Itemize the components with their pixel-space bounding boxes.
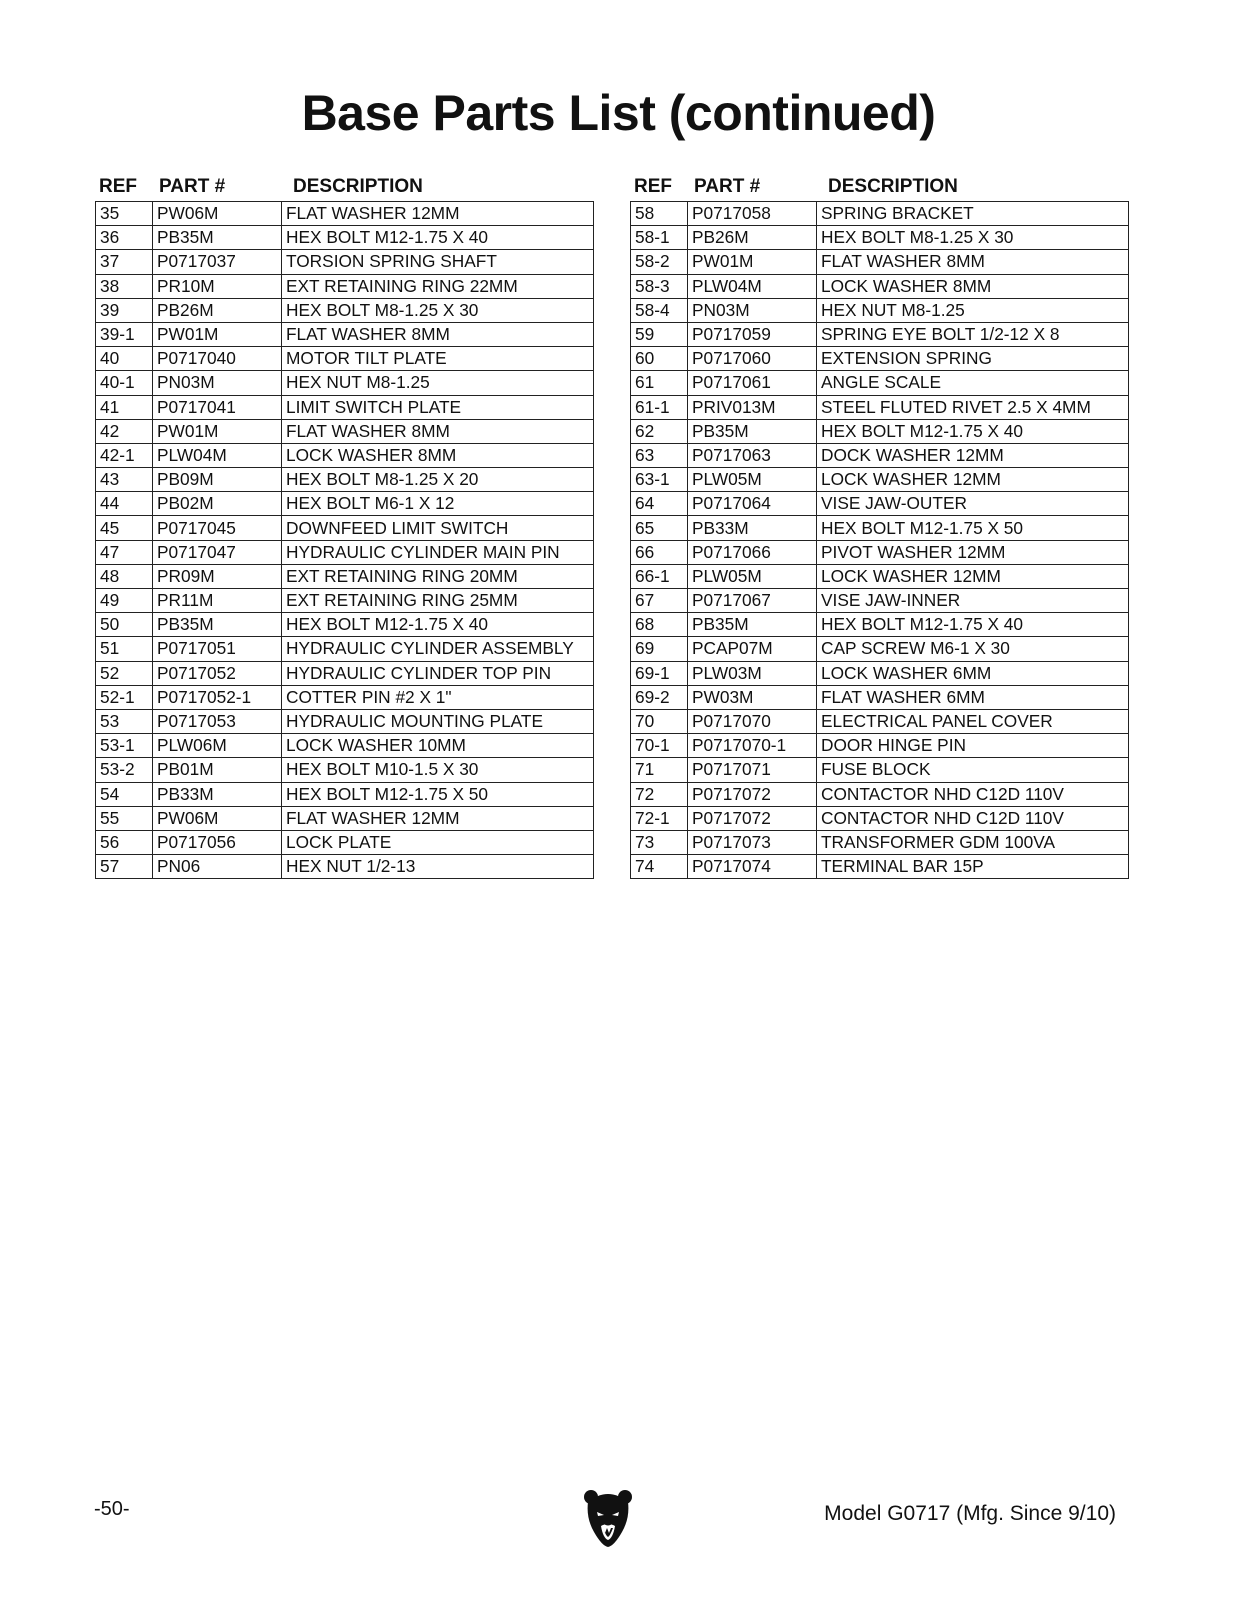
table-row — [631, 371, 1129, 395]
table-row — [631, 613, 1129, 637]
table-row — [631, 806, 1129, 830]
part-number-cell: PW01M — [153, 322, 282, 346]
ref-cell: 39 — [96, 298, 153, 322]
ref-cell: 58-1 — [631, 226, 688, 250]
table-row — [96, 371, 594, 395]
part-number-cell: PLW05M — [688, 468, 817, 492]
ref-cell: 43 — [96, 468, 153, 492]
part-number-cell: PLW04M — [153, 443, 282, 467]
description-cell: DOWNFEED LIMIT SWITCH — [282, 516, 594, 540]
part-number-cell: PLW06M — [153, 734, 282, 758]
table-row — [96, 419, 594, 443]
ref-cell: 66-1 — [631, 564, 688, 588]
part-number-cell: P0717041 — [153, 395, 282, 419]
table-row — [631, 274, 1129, 298]
part-number-cell: PB01M — [153, 758, 282, 782]
table-row — [96, 758, 594, 782]
table-row — [631, 637, 1129, 661]
ref-cell: 60 — [631, 347, 688, 371]
description-cell: LOCK WASHER 12MM — [817, 468, 1129, 492]
table-row — [96, 637, 594, 661]
table-header — [630, 170, 1129, 201]
ref-cell: 48 — [96, 564, 153, 588]
description-cell: FLAT WASHER 8MM — [282, 419, 594, 443]
table-row — [631, 782, 1129, 806]
ref-cell: 35 — [96, 202, 153, 226]
ref-cell: 55 — [96, 806, 153, 830]
part-number-cell: P0717063 — [688, 443, 817, 467]
ref-cell: 54 — [96, 782, 153, 806]
table-row — [631, 709, 1129, 733]
part-number-cell: PW01M — [688, 250, 817, 274]
ref-cell: 64 — [631, 492, 688, 516]
description-cell: HEX BOLT M12-1.75 X 40 — [282, 226, 594, 250]
description-cell: FLAT WASHER 6MM — [817, 685, 1129, 709]
ref-cell: 61 — [631, 371, 688, 395]
ref-cell: 58-2 — [631, 250, 688, 274]
table-row — [96, 589, 594, 613]
part-number-cell: PRIV013M — [688, 395, 817, 419]
ref-cell: 40-1 — [96, 371, 153, 395]
part-number-cell: P0717072 — [688, 806, 817, 830]
description-cell: HEX BOLT M12-1.75 X 40 — [817, 613, 1129, 637]
ref-cell: 53-1 — [96, 734, 153, 758]
description-cell: DOCK WASHER 12MM — [817, 443, 1129, 467]
ref-cell: 36 — [96, 226, 153, 250]
ref-cell: 58 — [631, 202, 688, 226]
ref-cell: 61-1 — [631, 395, 688, 419]
model-label: Model G0717 (Mfg. Since 9/10) — [824, 1502, 1116, 1525]
ref-cell: 69-2 — [631, 685, 688, 709]
table-row — [631, 540, 1129, 564]
parts-table-right — [630, 170, 1129, 879]
ref-cell: 52 — [96, 661, 153, 685]
grizzly-bear-logo-icon — [582, 1488, 634, 1548]
table-row — [96, 734, 594, 758]
description-cell: HYDRAULIC CYLINDER TOP PIN — [282, 661, 594, 685]
part-number-cell: P0717067 — [688, 589, 817, 613]
description-cell: CONTACTOR NHD C12D 110V — [817, 806, 1129, 830]
ref-cell: 42-1 — [96, 443, 153, 467]
table-row — [631, 685, 1129, 709]
description-cell: HYDRAULIC CYLINDER ASSEMBLY — [282, 637, 594, 661]
part-number-cell: P0717052-1 — [153, 685, 282, 709]
ref-cell: 39-1 — [96, 322, 153, 346]
ref-cell: 42 — [96, 419, 153, 443]
description-cell: SPRING BRACKET — [817, 202, 1129, 226]
ref-cell: 63 — [631, 443, 688, 467]
part-number-cell: P0717053 — [153, 709, 282, 733]
ref-header: REF — [99, 176, 137, 197]
table-row — [96, 347, 594, 371]
table-row — [631, 226, 1129, 250]
description-cell: HEX BOLT M6-1 X 12 — [282, 492, 594, 516]
part-number-cell: PB33M — [688, 516, 817, 540]
part-number-cell: PB09M — [153, 468, 282, 492]
part-number-cell: PN03M — [688, 298, 817, 322]
description-cell: DOOR HINGE PIN — [817, 734, 1129, 758]
part-number-cell: PW06M — [153, 806, 282, 830]
part-number-cell: P0717074 — [688, 855, 817, 879]
part-number-cell: P0717073 — [688, 830, 817, 854]
part-number-cell: P0717064 — [688, 492, 817, 516]
ref-cell: 37 — [96, 250, 153, 274]
part-number-cell: PN03M — [153, 371, 282, 395]
description-cell: EXT RETAINING RING 20MM — [282, 564, 594, 588]
table-row — [96, 492, 594, 516]
table-row — [96, 202, 594, 226]
ref-cell: 69-1 — [631, 661, 688, 685]
table-row — [631, 250, 1129, 274]
ref-cell: 51 — [96, 637, 153, 661]
table-row — [631, 516, 1129, 540]
table-row — [96, 613, 594, 637]
ref-cell: 40 — [96, 347, 153, 371]
parts-table — [630, 201, 1129, 879]
part-number-cell: PLW05M — [688, 564, 817, 588]
ref-cell: 44 — [96, 492, 153, 516]
table-row — [631, 855, 1129, 879]
part-number-cell: P0717060 — [688, 347, 817, 371]
table-row — [96, 516, 594, 540]
part-number-cell: P0717045 — [153, 516, 282, 540]
description-cell: LOCK PLATE — [282, 830, 594, 854]
part-number-cell: PB35M — [688, 419, 817, 443]
table-row — [631, 734, 1129, 758]
part-number-cell: PW03M — [688, 685, 817, 709]
description-cell: FUSE BLOCK — [817, 758, 1129, 782]
table-row — [631, 492, 1129, 516]
part-number-cell: PCAP07M — [688, 637, 817, 661]
part-number-cell: P0717071 — [688, 758, 817, 782]
table-row — [631, 395, 1129, 419]
part-number-cell: P0717040 — [153, 347, 282, 371]
description-cell: LOCK WASHER 8MM — [282, 443, 594, 467]
ref-cell: 70 — [631, 709, 688, 733]
ref-cell: 63-1 — [631, 468, 688, 492]
ref-cell: 69 — [631, 637, 688, 661]
ref-header: REF — [634, 176, 672, 197]
ref-cell: 56 — [96, 830, 153, 854]
ref-cell: 62 — [631, 419, 688, 443]
part-number-cell: PLW03M — [688, 661, 817, 685]
part-number-cell: P0717066 — [688, 540, 817, 564]
description-cell: HEX BOLT M10-1.5 X 30 — [282, 758, 594, 782]
part-number-cell: PB02M — [153, 492, 282, 516]
description-cell: COTTER PIN #2 X 1" — [282, 685, 594, 709]
table-row — [631, 347, 1129, 371]
part-number-cell: P0717037 — [153, 250, 282, 274]
table-row — [96, 298, 594, 322]
part-number-cell: PB26M — [153, 298, 282, 322]
description-cell: MOTOR TILT PLATE — [282, 347, 594, 371]
description-cell: TERMINAL BAR 15P — [817, 855, 1129, 879]
description-cell: HEX BOLT M8-1.25 X 20 — [282, 468, 594, 492]
parts-table-left — [95, 170, 594, 879]
part-number-cell: PB26M — [688, 226, 817, 250]
table-row — [96, 830, 594, 854]
description-cell: PIVOT WASHER 12MM — [817, 540, 1129, 564]
ref-cell: 47 — [96, 540, 153, 564]
description-header: DESCRIPTION — [828, 176, 958, 197]
part-number-cell: P0717052 — [153, 661, 282, 685]
part-number-cell: P0717059 — [688, 322, 817, 346]
part-number-cell: PB33M — [153, 782, 282, 806]
part-number-cell: P0717061 — [688, 371, 817, 395]
table-row — [631, 443, 1129, 467]
table-row — [96, 709, 594, 733]
ref-cell: 41 — [96, 395, 153, 419]
table-row — [96, 540, 594, 564]
page-title: Base Parts List (continued) — [301, 85, 936, 141]
ref-cell: 58-3 — [631, 274, 688, 298]
description-cell: HEX BOLT M12-1.75 X 50 — [282, 782, 594, 806]
ref-cell: 50 — [96, 613, 153, 637]
table-row — [96, 395, 594, 419]
table-row — [96, 564, 594, 588]
ref-cell: 53-2 — [96, 758, 153, 782]
part-number-cell: PB35M — [153, 613, 282, 637]
description-cell: FLAT WASHER 8MM — [817, 250, 1129, 274]
ref-cell: 45 — [96, 516, 153, 540]
table-row — [96, 274, 594, 298]
description-cell: EXTENSION SPRING — [817, 347, 1129, 371]
description-cell: ANGLE SCALE — [817, 371, 1129, 395]
description-cell: HEX NUT M8-1.25 — [282, 371, 594, 395]
description-cell: HEX BOLT M8-1.25 X 30 — [282, 298, 594, 322]
part-number-cell: P0717070 — [688, 709, 817, 733]
ref-cell: 59 — [631, 322, 688, 346]
ref-cell: 53 — [96, 709, 153, 733]
table-row — [631, 830, 1129, 854]
description-header: DESCRIPTION — [293, 176, 423, 197]
table-row — [631, 202, 1129, 226]
description-cell: HEX BOLT M12-1.75 X 50 — [817, 516, 1129, 540]
description-cell: FLAT WASHER 12MM — [282, 806, 594, 830]
ref-cell: 74 — [631, 855, 688, 879]
table-row — [631, 564, 1129, 588]
description-cell: LIMIT SWITCH PLATE — [282, 395, 594, 419]
description-cell: VISE JAW-INNER — [817, 589, 1129, 613]
part-number-cell: PN06 — [153, 855, 282, 879]
description-cell: EXT RETAINING RING 22MM — [282, 274, 594, 298]
description-cell: FLAT WASHER 8MM — [282, 322, 594, 346]
ref-cell: 66 — [631, 540, 688, 564]
table-row — [96, 322, 594, 346]
ref-cell: 73 — [631, 830, 688, 854]
description-cell: LOCK WASHER 12MM — [817, 564, 1129, 588]
part-number-cell: PR10M — [153, 274, 282, 298]
ref-cell: 58-4 — [631, 298, 688, 322]
description-cell: HEX BOLT M12-1.75 X 40 — [817, 419, 1129, 443]
part-number-cell: P0717051 — [153, 637, 282, 661]
part-number-cell: PW06M — [153, 202, 282, 226]
description-cell: HEX NUT M8-1.25 — [817, 298, 1129, 322]
table-header — [95, 170, 594, 201]
table-row — [96, 806, 594, 830]
description-cell: FLAT WASHER 12MM — [282, 202, 594, 226]
ref-cell: 65 — [631, 516, 688, 540]
ref-cell: 72-1 — [631, 806, 688, 830]
ref-cell: 38 — [96, 274, 153, 298]
table-row — [631, 298, 1129, 322]
table-row — [96, 250, 594, 274]
table-row — [96, 661, 594, 685]
ref-cell: 72 — [631, 782, 688, 806]
description-cell: LOCK WASHER 10MM — [282, 734, 594, 758]
part-number-cell: P0717056 — [153, 830, 282, 854]
table-row — [631, 322, 1129, 346]
table-row — [631, 468, 1129, 492]
description-cell: CAP SCREW M6-1 X 30 — [817, 637, 1129, 661]
table-row — [631, 758, 1129, 782]
table-row — [96, 468, 594, 492]
table-row — [96, 782, 594, 806]
description-cell: HYDRAULIC MOUNTING PLATE — [282, 709, 594, 733]
parts-table — [95, 201, 594, 879]
description-cell: VISE JAW-OUTER — [817, 492, 1129, 516]
table-row — [96, 443, 594, 467]
table-row — [631, 419, 1129, 443]
ref-cell: 67 — [631, 589, 688, 613]
part-number-cell: PB35M — [153, 226, 282, 250]
ref-cell: 57 — [96, 855, 153, 879]
table-row — [96, 855, 594, 879]
part-number-cell: P0717072 — [688, 782, 817, 806]
description-cell: TRANSFORMER GDM 100VA — [817, 830, 1129, 854]
part-number-cell: P0717070-1 — [688, 734, 817, 758]
description-cell: TORSION SPRING SHAFT — [282, 250, 594, 274]
part-number-cell: PLW04M — [688, 274, 817, 298]
description-cell: EXT RETAINING RING 25MM — [282, 589, 594, 613]
table-row — [631, 661, 1129, 685]
description-cell: CONTACTOR NHD C12D 110V — [817, 782, 1129, 806]
description-cell: HEX BOLT M8-1.25 X 30 — [817, 226, 1129, 250]
ref-cell: 71 — [631, 758, 688, 782]
part-header: PART # — [694, 176, 761, 197]
part-number-cell: PR11M — [153, 589, 282, 613]
table-row — [96, 685, 594, 709]
table-row — [96, 226, 594, 250]
description-cell: HEX BOLT M12-1.75 X 40 — [282, 613, 594, 637]
ref-cell: 52-1 — [96, 685, 153, 709]
description-cell: HEX NUT 1/2-13 — [282, 855, 594, 879]
page-number: -50- — [94, 1498, 130, 1520]
part-number-cell: PB35M — [688, 613, 817, 637]
part-number-cell: PR09M — [153, 564, 282, 588]
ref-cell: 70-1 — [631, 734, 688, 758]
description-cell: ELECTRICAL PANEL COVER — [817, 709, 1129, 733]
part-number-cell: PW01M — [153, 419, 282, 443]
description-cell: SPRING EYE BOLT 1/2-12 X 8 — [817, 322, 1129, 346]
ref-cell: 49 — [96, 589, 153, 613]
part-number-cell: P0717058 — [688, 202, 817, 226]
description-cell: LOCK WASHER 6MM — [817, 661, 1129, 685]
part-header: PART # — [159, 176, 226, 197]
ref-cell: 68 — [631, 613, 688, 637]
table-row — [631, 589, 1129, 613]
description-cell: LOCK WASHER 8MM — [817, 274, 1129, 298]
description-cell: HYDRAULIC CYLINDER MAIN PIN — [282, 540, 594, 564]
part-number-cell: P0717047 — [153, 540, 282, 564]
description-cell: STEEL FLUTED RIVET 2.5 X 4MM — [817, 395, 1129, 419]
